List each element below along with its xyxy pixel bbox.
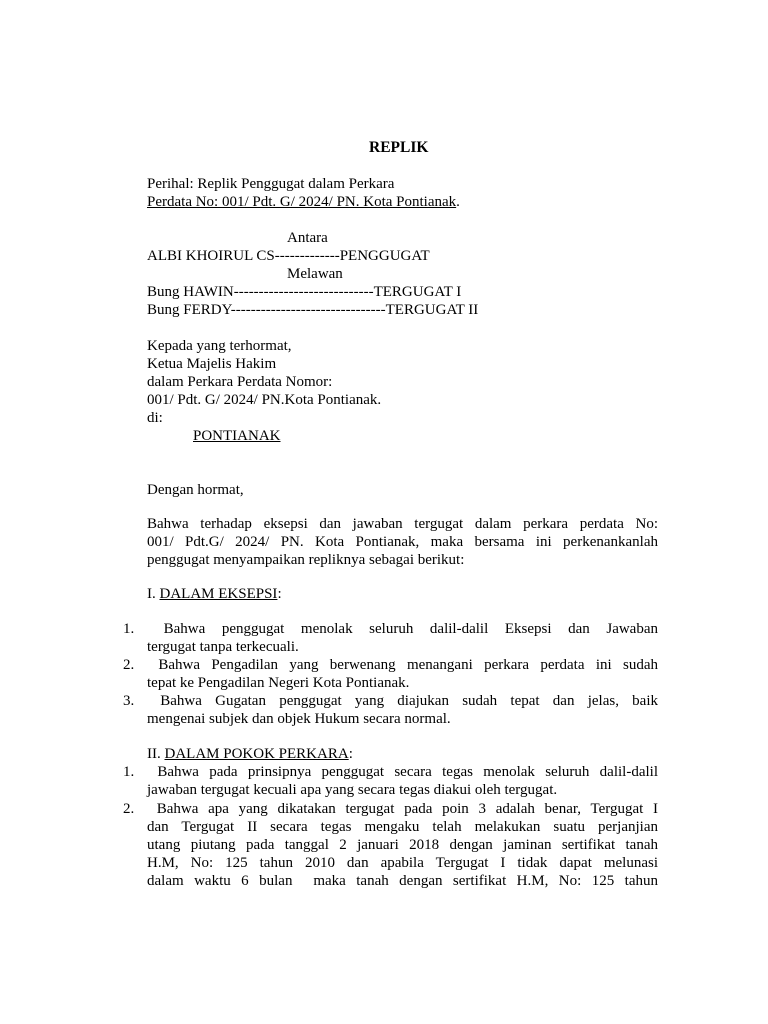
section-2-colon: : bbox=[348, 746, 353, 762]
list-item-line: Bahwa apa yang dikatakan tergugat pada poin 3 adalah benar, Tergugat I bbox=[147, 801, 658, 817]
address-city: PONTIANAK bbox=[193, 428, 281, 444]
intro-line-1: Bahwa terhadap eksepsi dan jawaban tergugat dalam perkara perdata No: bbox=[147, 516, 658, 532]
list-item-line: utang piutang pada tanggal 2 januari 2018 dengan jaminan sertifikat tanah bbox=[147, 837, 658, 853]
list-item-line: jawaban tergugat kecuali apa yang secara tegas diakui oleh tergugat. bbox=[147, 782, 558, 798]
list-item-line: tepat ke Pengadilan Negeri Kota Pontianak. bbox=[147, 675, 410, 691]
section-1-title: DALAM EKSEPSI bbox=[159, 586, 278, 602]
section-1-prefix: I. bbox=[147, 586, 160, 602]
intro-paragraph bbox=[147, 515, 658, 569]
section-1-item-2-number: 2. bbox=[123, 657, 135, 673]
list-item-line: H.M, No: 125 tahun 2010 dan apabila Tergugat I tidak dapat melunasi bbox=[147, 855, 658, 871]
greeting: Dengan hormat, bbox=[147, 482, 244, 498]
penggugat-line: ALBI KHOIRUL CS-------------PENGGUGAT bbox=[147, 248, 430, 264]
perihal-line-1: Perihal: Replik Penggugat dalam Perkara bbox=[147, 176, 395, 192]
address-line-1: Kepada yang terhormat, bbox=[147, 338, 292, 354]
tergugat-2-line: Bung FERDY-------------------------------TERGUGAT II bbox=[147, 302, 479, 318]
list-item-line: Bahwa Gugatan penggugat yang diajukan sudah tepat dan jelas, baik bbox=[147, 693, 658, 709]
list-item-line: Bahwa pada prinsipnya penggugat secara tegas menolak seluruh dalil-dalil bbox=[147, 764, 658, 780]
section-2-item-1-number: 1. bbox=[123, 764, 135, 780]
perihal-line-2 bbox=[147, 193, 460, 211]
section-2-item-2-number: 2. bbox=[123, 801, 135, 817]
section-1-colon: : bbox=[277, 586, 282, 602]
section-1-heading bbox=[147, 585, 282, 603]
document-title: REPLIK bbox=[369, 139, 429, 156]
melawan-label: Melawan bbox=[287, 266, 343, 282]
section-1-item-1 bbox=[147, 620, 658, 656]
perihal-period: . bbox=[456, 194, 460, 210]
tergugat-1-line: Bung HAWIN----------------------------TERGUGAT I bbox=[147, 284, 462, 300]
case-number-underlined: Perdata No: 001/ Pdt. G/ 2024/ PN. Kota Pontianak bbox=[147, 194, 457, 210]
list-item-line: mengenai subjek dan objek Hukum secara normal. bbox=[147, 711, 451, 727]
section-2-prefix: II. bbox=[147, 746, 165, 762]
section-1-item-3 bbox=[147, 692, 658, 728]
list-item-line: dalam waktu 6 bulan maka tanah dengan sertifikat H.M, No: 125 tahun bbox=[147, 873, 658, 889]
list-item-line: tergugat tanpa terkecuali. bbox=[147, 639, 299, 655]
address-line-3: dalam Perkara Perdata Nomor: bbox=[147, 374, 333, 390]
section-2-item-2 bbox=[147, 800, 658, 890]
section-2-item-1 bbox=[147, 763, 658, 799]
antara-label: Antara bbox=[287, 230, 328, 246]
address-line-4: 001/ Pdt. G/ 2024/ PN.Kota Pontianak. bbox=[147, 392, 382, 408]
intro-line-2: 001/ Pdt.G/ 2024/ PN. Kota Pontianak, maka bersama ini perkenankanlah bbox=[147, 534, 658, 550]
intro-line-3: penggugat menyampaikan repliknya sebagai berikut: bbox=[147, 552, 465, 568]
list-item-line: Bahwa penggugat menolak seluruh dalil-dalil Eksepsi dan Jawaban bbox=[147, 621, 659, 637]
section-1-item-2 bbox=[147, 656, 658, 692]
list-item-line: Bahwa Pengadilan yang berwenang menangani perkara perdata ini sudah bbox=[147, 657, 659, 673]
list-item-line: dan Tergugat II secara tegas mengaku telah melakukan suatu perjanjian bbox=[147, 819, 658, 835]
section-1-item-3-number: 3. bbox=[123, 693, 135, 709]
section-1-item-1-number: 1. bbox=[123, 621, 135, 637]
address-line-5: di: bbox=[147, 410, 163, 426]
section-2-heading bbox=[147, 745, 353, 763]
address-line-2: Ketua Majelis Hakim bbox=[147, 356, 277, 372]
section-2-title: DALAM POKOK PERKARA bbox=[164, 746, 349, 762]
